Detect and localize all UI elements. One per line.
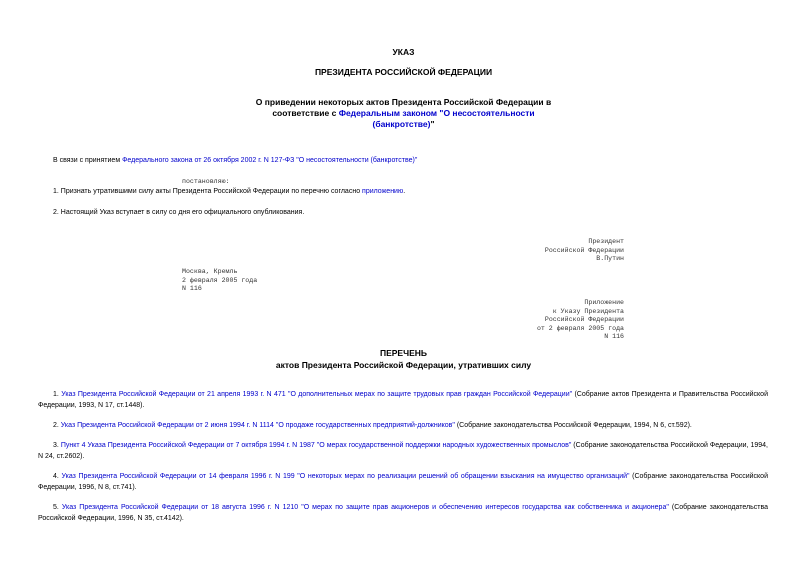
appendix-link[interactable]: приложению bbox=[362, 188, 404, 195]
list-item bbox=[38, 420, 768, 431]
list-item-number: 5. bbox=[53, 504, 62, 511]
list-item-number: 1. bbox=[53, 391, 62, 398]
list-item bbox=[38, 389, 768, 411]
appendix-ref-line-2: к Указу Президента bbox=[552, 307, 624, 315]
document-title: УКАЗ bbox=[392, 47, 415, 57]
clause-1 bbox=[53, 188, 405, 195]
list-item-number: 3. bbox=[53, 442, 61, 449]
heading-line-2-prefix: соответствие с bbox=[272, 108, 339, 118]
list-item-source: (Собрание законодательства Российской Федерации, 1996, N 35, ст.4142). bbox=[38, 504, 768, 522]
heading-line-3 bbox=[0, 119, 807, 130]
list-subtitle: актов Президента Российской Федерации, утративших силу bbox=[275, 360, 532, 370]
list-item-link[interactable]: Пункт 4 Указа Президента Российской Федерации от 7 октября 1994 г. N 1987 "О мерах государственной поддержки народных художественных промыслов" bbox=[60, 442, 572, 449]
list-item-source: (Собрание законодательства Российской Федерации, 1996, N 8, ст.741). bbox=[38, 473, 768, 491]
heading-line-2 bbox=[0, 108, 807, 119]
list-item bbox=[38, 502, 768, 524]
heading-line-3-suffix: " bbox=[430, 119, 435, 129]
appendix-ref-line-4: от 2 февраля 2005 года bbox=[536, 324, 624, 332]
signature-line-2: Российской Федерации bbox=[544, 246, 624, 254]
federal-law-link-cont[interactable]: (банкротстве) bbox=[372, 119, 431, 129]
appendix-ref-line-1: Приложение bbox=[584, 299, 624, 306]
signature-line-3: В.Путин bbox=[596, 255, 624, 262]
place-date-block bbox=[182, 268, 257, 294]
clause-2: 2. Настоящий Указ вступает в силу со дня его официального опубликования. bbox=[53, 209, 305, 216]
heading-line-1: О приведении некоторых актов Президента Российской Федерации в bbox=[255, 97, 552, 107]
number-line: N 116 bbox=[182, 285, 202, 292]
list-item-source: (Собрание законодательства Российской Федерации, 1994, N 6, ст.592). bbox=[454, 422, 692, 429]
list-item-link[interactable]: Указ Президента Российской Федерации от 2 июня 1994 г. N 1114 "О продаже государственных предприятий-должников" bbox=[60, 422, 455, 429]
appendix-ref-line-3: Российской Федерации bbox=[544, 316, 624, 323]
clause-1-suffix: . bbox=[403, 188, 406, 195]
list-item-source: (Собрание актов Президента и Правительства Российской Федерации, 1993, N 17, ст.1448). bbox=[38, 391, 768, 409]
federal-law-link[interactable]: Федеральным законом "О несостоятельности bbox=[338, 108, 535, 118]
list-item-number: 4. bbox=[53, 473, 62, 480]
list-title: ПЕРЕЧЕНЬ bbox=[379, 348, 427, 358]
list-item bbox=[38, 471, 768, 493]
list-item bbox=[38, 440, 768, 462]
appendix-ref-line-5: N 116 bbox=[604, 333, 624, 340]
date-line: 2 февраля 2005 года bbox=[182, 276, 258, 284]
clause-1-prefix: 1. Признать утратившими силу акты Президента Российской Федерации по перечню согласно bbox=[53, 188, 363, 195]
document-heading bbox=[0, 97, 807, 130]
list-item-number: 2. bbox=[53, 422, 61, 429]
preamble-law-link[interactable]: Федерального закона от 26 октября 2002 г. N 127-ФЗ "О несостоятельности (банкротстве)" bbox=[122, 157, 418, 164]
decree-word: постановляю: bbox=[182, 178, 230, 185]
signature-block bbox=[545, 238, 624, 264]
preamble bbox=[53, 157, 417, 164]
list-item-link[interactable]: Указ Президента Российской Федерации от 21 апреля 1993 г. N 471 "О дополнительных мерах по защите трудовых прав граждан Российской Федерации" bbox=[61, 391, 573, 398]
appendix-reference bbox=[537, 299, 624, 342]
document-subtitle: ПРЕЗИДЕНТА РОССИЙСКОЙ ФЕДЕРАЦИИ bbox=[314, 67, 493, 77]
list-item-link[interactable]: Указ Президента Российской Федерации от 14 февраля 1996 г. N 199 "О некоторых мерах по реализации решений об обращении взыскания на имущество организаций" bbox=[61, 473, 630, 480]
preamble-prefix: В связи с принятием bbox=[53, 157, 123, 164]
list-item-link[interactable]: Указ Президента Российской Федерации от 18 августа 1996 г. N 1210 "О мерах по защите прав акционеров и обеспечению интересов государства как собственника и акционера" bbox=[61, 504, 669, 511]
list-item-source: (Собрание законодательства Российской Федерации, 1994, N 24, ст.2602). bbox=[38, 442, 768, 460]
place-line: Москва, Кремль bbox=[182, 268, 238, 275]
signature-line-1: Президент bbox=[588, 238, 624, 245]
